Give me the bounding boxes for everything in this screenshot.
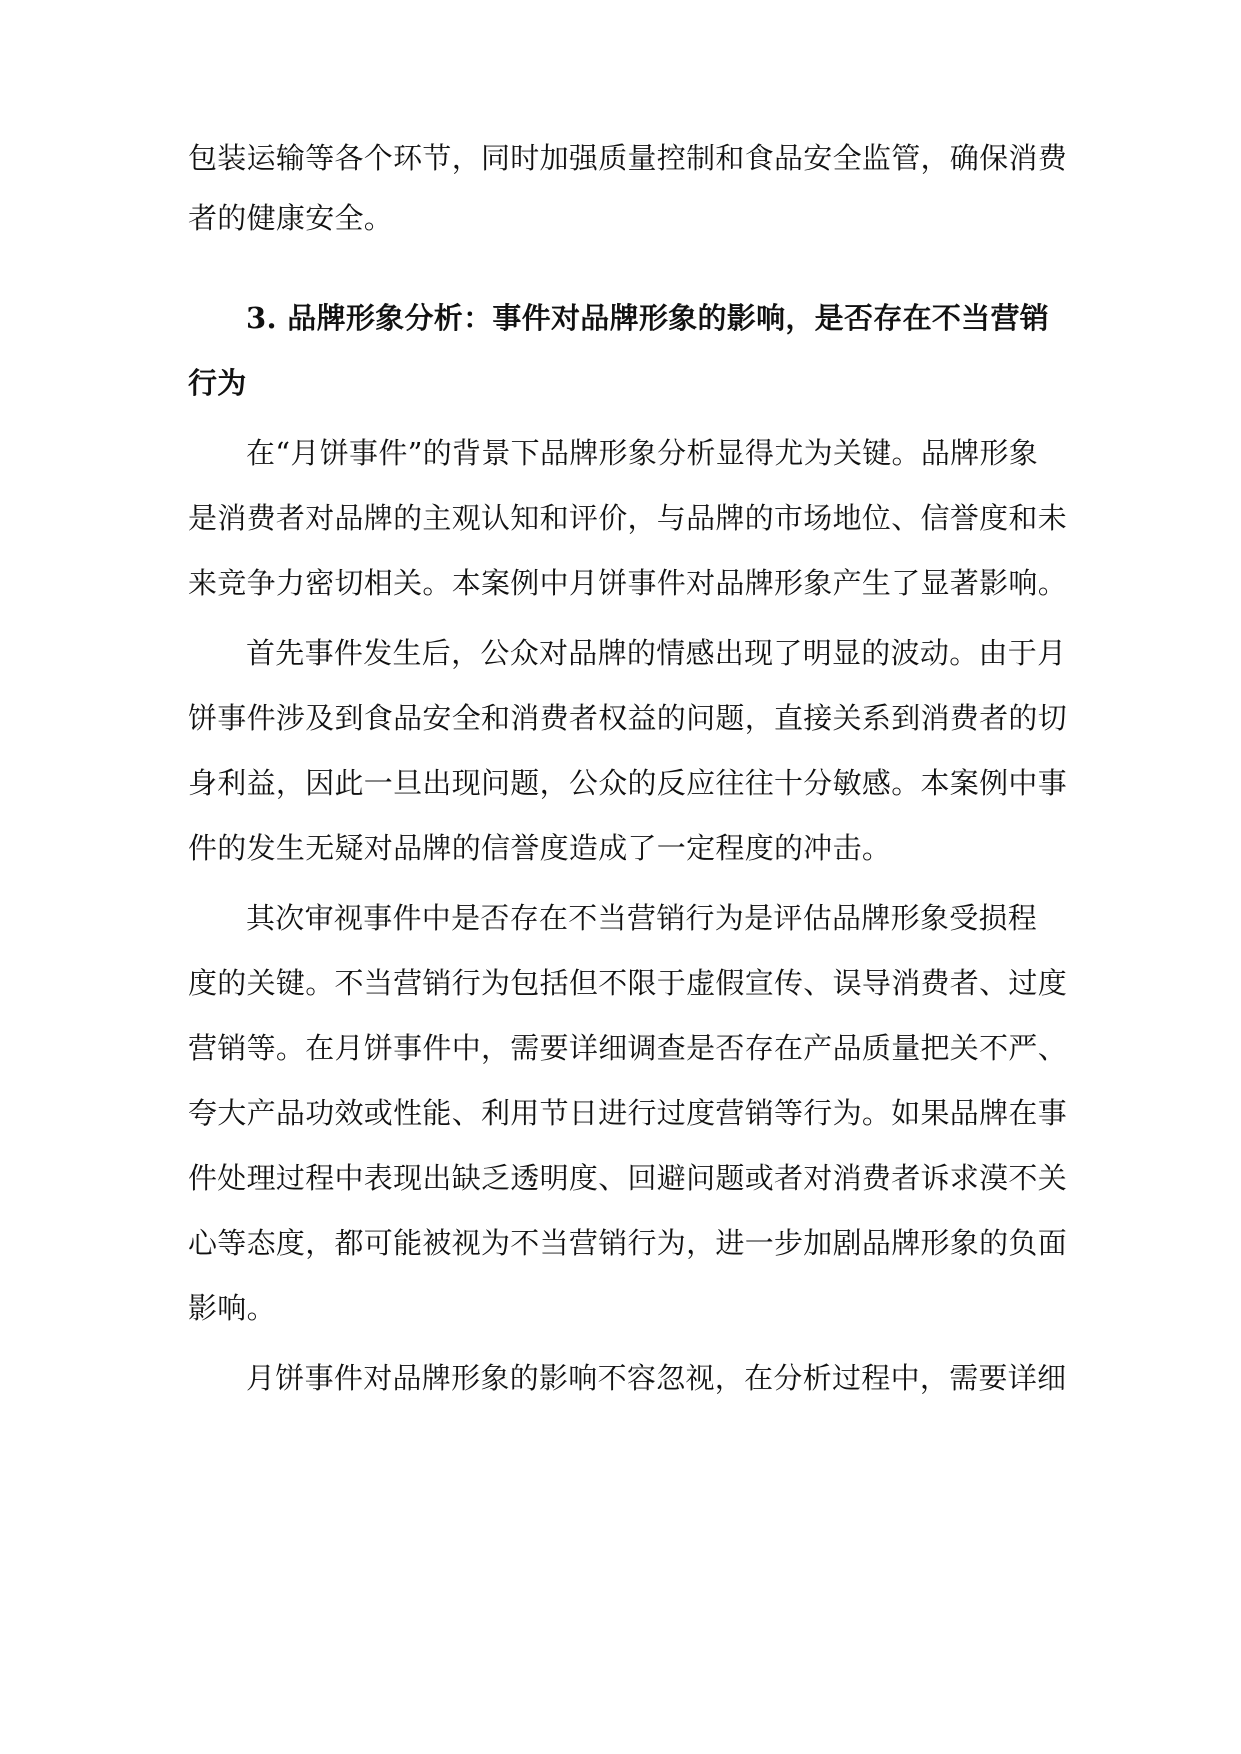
paragraph-3-line-5: 件处理过程中表现出缺乏透明度、回避问题或者对消费者诉求漠不关 xyxy=(188,1161,1068,1195)
paragraph-2-line-2: 饼事件涉及到食品安全和消费者权益的问题，直接关系到消费者的切 xyxy=(188,701,1068,735)
section-heading-line-2: 行为 xyxy=(188,366,247,400)
paragraph-3-line-1: 其次审视事件中是否存在不当营销行为是评估品牌形象受损程 xyxy=(246,901,1038,935)
intro-line-1: 包装运输等各个环节，同时加强质量控制和食品安全监管，确保消费 xyxy=(188,141,1068,175)
intro-line-2: 者的健康安全。 xyxy=(188,201,394,235)
paragraph-1-line-1: 在“月饼事件”的背景下品牌形象分析显得尤为关键。品牌形象 xyxy=(246,436,1039,470)
paragraph-3-line-4: 夸大产品功效或性能、利用节日进行过度营销等行为。如果品牌在事 xyxy=(188,1096,1068,1130)
paragraph-4-line-1: 月饼事件对品牌形象的影响不容忽视，在分析过程中，需要详细 xyxy=(246,1361,1067,1395)
paragraph-3-line-7: 影响。 xyxy=(188,1291,276,1325)
paragraph-2-line-3: 身利益，因此一旦出现问题，公众的反应往往十分敏感。本案例中事 xyxy=(188,766,1068,800)
paragraph-3-line-3: 营销等。在月饼事件中，需要详细调查是否存在产品质量把关不严、 xyxy=(188,1031,1068,1065)
paragraph-3-line-6: 心等态度，都可能被视为不当营销行为，进一步加剧品牌形象的负面 xyxy=(188,1226,1068,1260)
paragraph-1-line-2: 是消费者对品牌的主观认知和评价，与品牌的市场地位、信誉度和未 xyxy=(188,501,1068,535)
paragraph-3-line-2: 度的关键。不当营销行为包括但不限于虚假宣传、误导消费者、过度 xyxy=(188,966,1068,1000)
section-heading-line-1: 3. 品牌形象分析：事件对品牌形象的影响，是否存在不当营销 xyxy=(246,301,1050,335)
paragraph-1-line-3: 来竞争力密切相关。本案例中月饼事件对品牌形象产生了显著影响。 xyxy=(188,566,1068,600)
paragraph-2-line-4: 件的发生无疑对品牌的信誉度造成了一定程度的冲击。 xyxy=(188,831,892,865)
paragraph-2-line-1: 首先事件发生后，公众对品牌的情感出现了明显的波动。由于月 xyxy=(246,636,1067,670)
